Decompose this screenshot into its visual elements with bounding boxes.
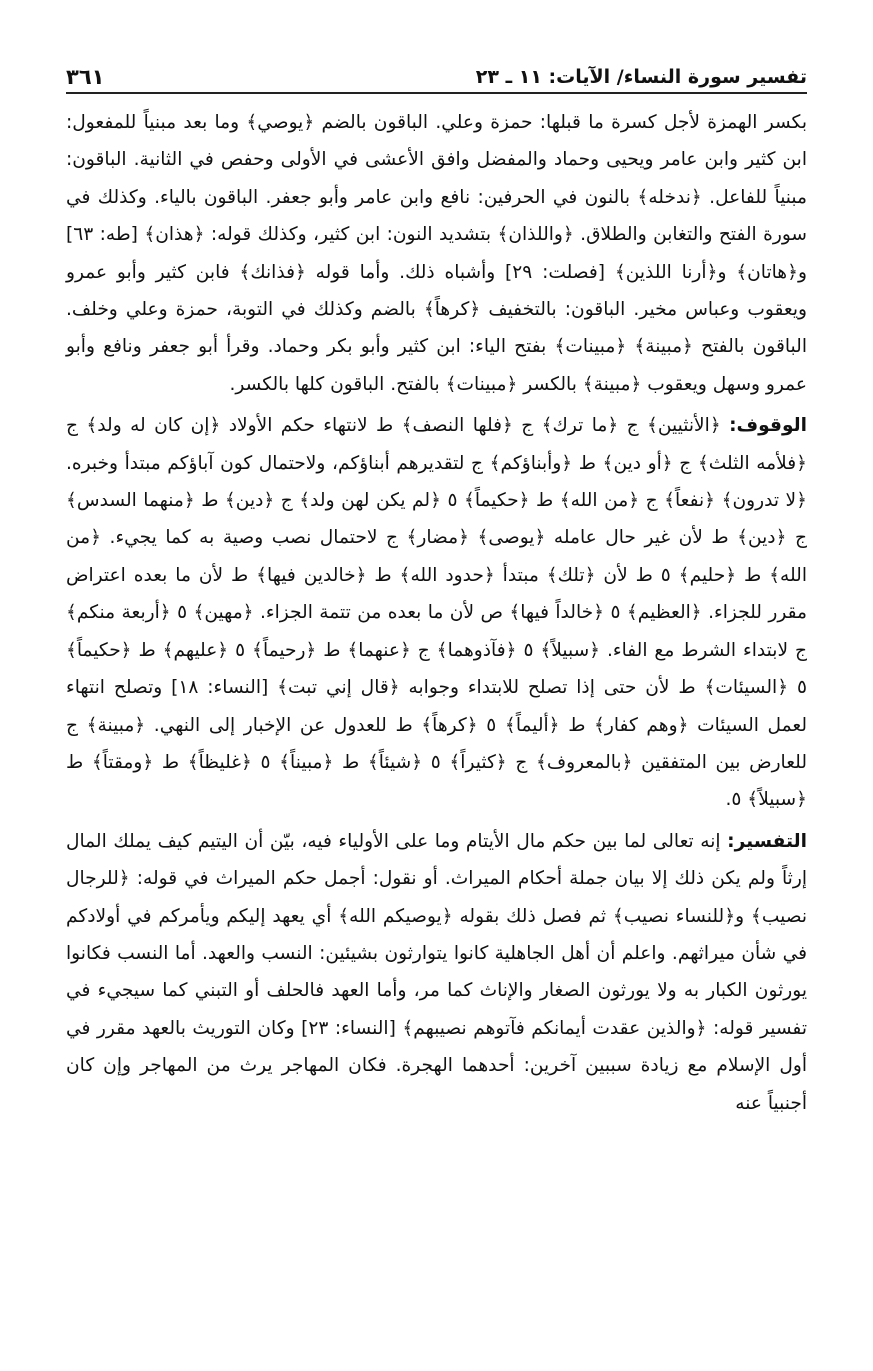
body-text — [66, 104, 807, 1122]
running-header — [66, 58, 807, 94]
section-lead-tafsir: التفسير: — [727, 830, 807, 852]
paragraph-text: ﴿الأنثيين﴾ ج ﴿ما ترك﴾ ج ﴿فلها النصف﴾ ط لانتهاء حكم الأولاد ﴿إن كان له ولد﴾ ج ﴿فلأمه الثلث﴾ ج ﴿أو دين﴾ ط ﴿وأبناؤكم﴾ ج لتقديرهم أبناؤكم، ولاحتمال كون آباؤكم مبتدأ وخبره. ﴿لا تدرون﴾ ﴿نفعاً﴾ ج ﴿من الله﴾ ط ﴿حكيماً﴾ ٥ ﴿لم يكن لهن ولد﴾ ج ﴿دين﴾ ط ﴿منهما السدس﴾ ج ﴿دين﴾ ط لأن غير حال عامله ﴿يوصى﴾ ﴿مضار﴾ ج لاحتمال نصب وصية به كما يجيء. ﴿من الله﴾ ط ﴿حليم﴾ ٥ ط لأن ﴿تلك﴾ مبتدأ ﴿حدود الله﴾ ط ﴿خالدين فيها﴾ ط لأن ما بعده اعتراض مقرر للجزاء. ﴿العظيم﴾ ٥ ﴿خالداً فيها﴾ ص لأن ما بعده من تتمة الجزاء. ﴿مهين﴾ ٥ ﴿أربعة منكم﴾ ج لابتداء الشرط مع الفاء. ﴿سبيلاً﴾ ٥ ﴿فآذوهما﴾ ج ﴿عنهما﴾ ط ﴿رحيماً﴾ ٥ ﴿عليهم﴾ ط ﴿حكيماً﴾ ٥ ﴿السيئات﴾ ط لأن حتى إذا تصلح للابتداء وجوابه ﴿قال إني تبت﴾ [النساء: ١٨] وتصلح انتهاء لعمل السيئات ﴿وهم كفار﴾ ط ﴿أليماً﴾ ٥ ﴿كرهاً﴾ ط للعدول عن الإخبار إلى النهي. ﴿مبينة﴾ ج للعارض بين المتفقين ﴿بالمعروف﴾ ج ﴿كثيراً﴾ ٥ ﴿شيئاً﴾ ط ﴿مبيناً﴾ ٥ ﴿غليظاً﴾ ط ﴿ومقتاً﴾ ط ﴿سبيلاً﴾ ٥. — [66, 415, 808, 811]
page-number: ٣٦١ — [66, 65, 105, 89]
paragraph-tafsir — [66, 823, 807, 1122]
paragraph-text: بكسر الهمزة لأجل كسرة ما قبلها: حمزة وعلي. الباقون بالضم ﴿يوصي﴾ وما بعد مبنياً للمفعول: ابن كثير وابن عامر ويحيى وحماد والمفضل وافق الأعشى في الأولى وحفص في الثانية. الباقون: مبنياً للفاعل. ﴿ندخله﴾ بالنون في الحرفين: نافع وابن عامر وأبو جعفر. الباقون بالياء. وكذلك في سورة الفتح والتغابن والطلاق. ﴿واللذان﴾ بتشديد النون: ابن كثير، وكذلك قوله: ﴿هذان﴾ [طه: ٦٣] و﴿هاتان﴾ و﴿أرنا اللذين﴾ [فصلت: ٢٩] وأشباه ذلك. وأما قوله ﴿فذانك﴾ فابن كثير وأبو عمرو ويعقوب وعباس مخير. الباقون: بالتخفيف ﴿كرهاً﴾ بالضم وكذلك في التوبة، حمزة وعلي وخلف. الباقون بالفتح ﴿مبينة﴾ ﴿مبينات﴾ بفتح الياء: ابن كثير وأبو بكر وحماد. وقرأ أبو جعفر ونافع وأبو عمرو وسهل ويعقوب ﴿مبينة﴾ بالكسر ﴿مبينات﴾ بالفتح. الباقون كلها بالكسر. — [66, 112, 807, 395]
section-lead-pauses: الوقوف: — [729, 415, 807, 437]
paragraph-pauses — [66, 407, 807, 818]
paragraph-text: إنه تعالى لما بين حكم مال الأيتام وما على الأولياء فيه، بيّن أن اليتيم كيف يملك المال إرثاً ولم يكن ذلك إلا بيان جملة أحكام الميراث. أو نقول: أجمل حكم الميراث في قوله: ﴿للرجال نصيب﴾ و﴿للنساء نصيب﴾ ثم فصل ذلك بقوله ﴿يوصيكم الله﴾ أي يعهد إليكم ويأمركم في أولادكم في شأن ميراثهم. واعلم أن أهل الجاهلية كانوا يتوارثون بشيئين: النسب والعهد. أما النسب فكانوا يورثون الكبار به ولا يورثون الصغار والإناث كما مر، وأما العهد فالحلف أو التبني كما سيجيء في تفسير قوله: ﴿والذين عقدت أيمانكم فآتوهم نصيبهم﴾ [النساء: ٢٣] وكان التوريث بالعهد مقرر في أول الإسلام مع زيادة سببين آخرين: أحدهما الهجرة. فكان المهاجر يرث من المهاجر وإن كان أجنبياً عنه — [66, 830, 807, 1114]
running-title: تفسير سورة النساء/ الآيات: ١١ ـ ٢٣ — [475, 66, 807, 88]
paragraph-readings — [66, 104, 807, 403]
